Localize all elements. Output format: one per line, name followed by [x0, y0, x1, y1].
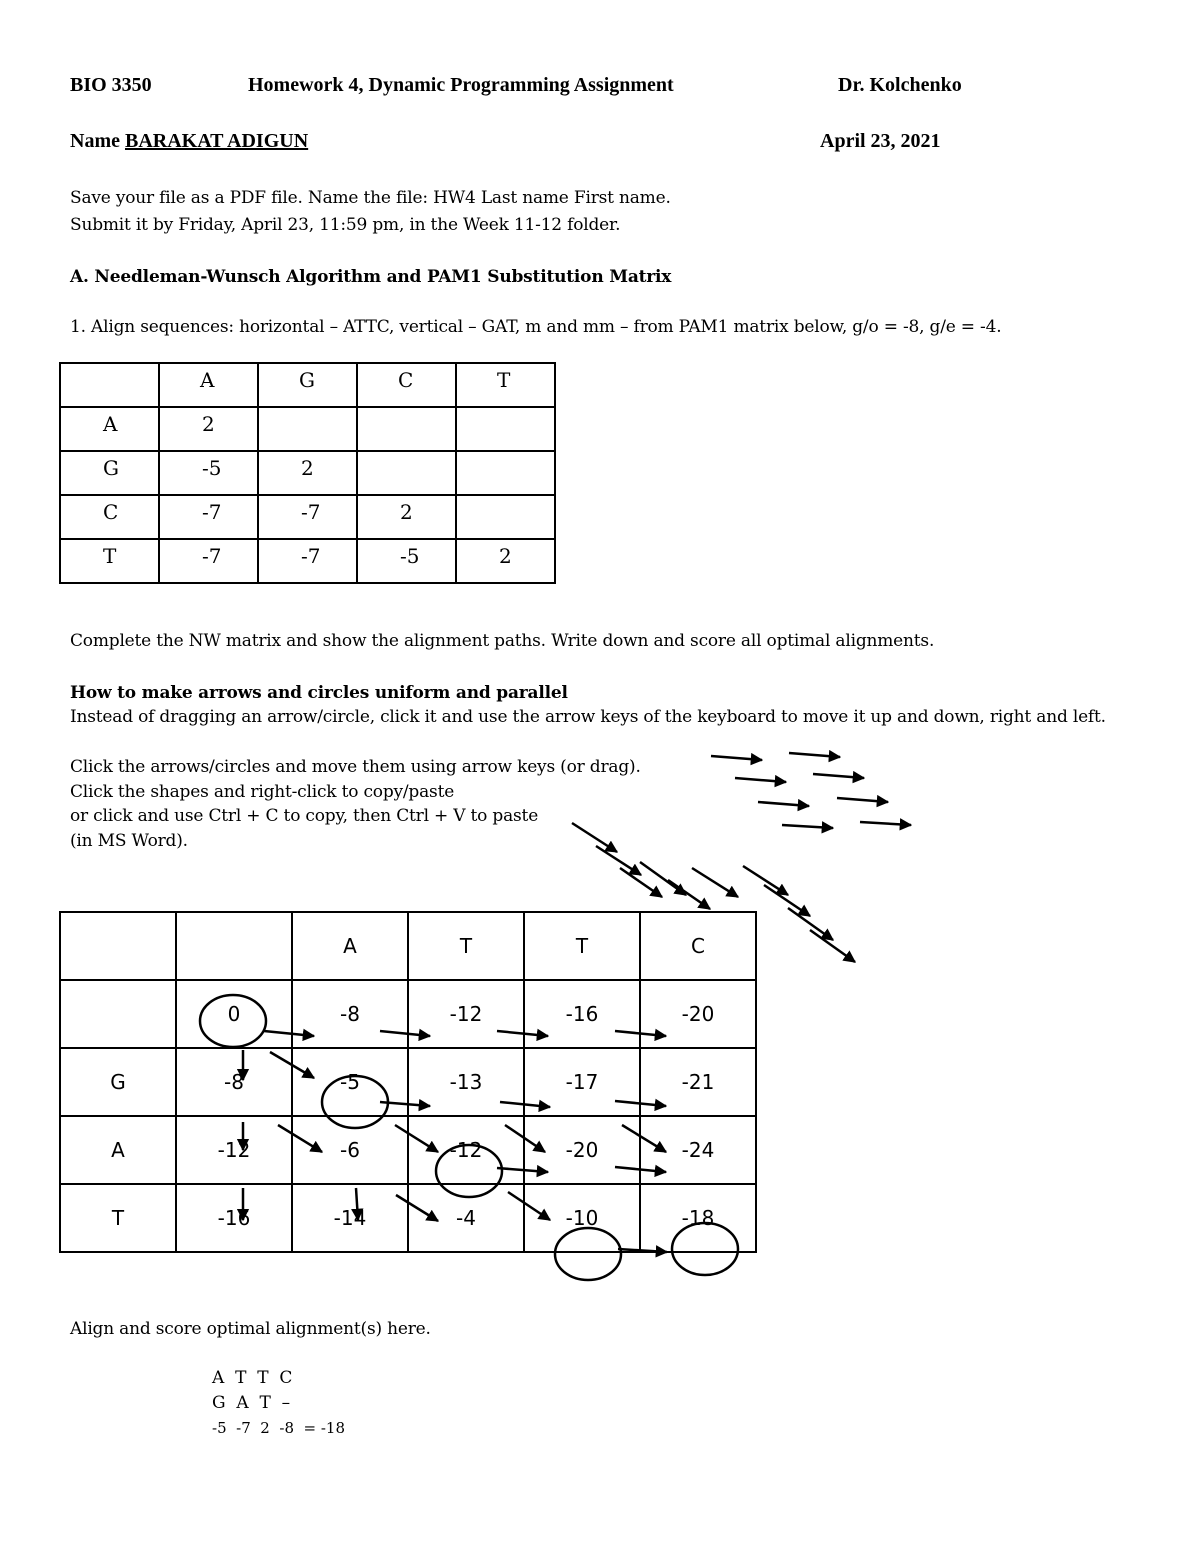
section-a-title: A. Needleman-Wunsch Algorithm and PAM1 Substitution Matrix [70, 267, 672, 287]
question-1: 1. Align sequences: horizontal – ATTC, vertical – GAT, m and mm – from PAM1 matrix below, g/o = -8, g/e = -4. [70, 317, 1002, 337]
nw-col-header: C [640, 912, 756, 980]
nw-cell: -12 [176, 1116, 292, 1184]
nw-cell: -12 [408, 980, 524, 1048]
howto-title: How to make arrows and circles uniform and parallel [70, 683, 568, 703]
howto-line-2: Click the arrows/circles and move them using arrow keys (or drag). [70, 757, 641, 777]
nw-cell: -4 [408, 1184, 524, 1252]
alignment-seq-1: A T T C [212, 1368, 293, 1388]
nw-row [60, 1184, 756, 1252]
howto-line-5: (in MS Word). [70, 831, 188, 851]
nw-matrix [59, 911, 757, 1253]
nw-cell: -16 [524, 980, 640, 1048]
howto-line-3: Click the shapes and right-click to copy/paste [70, 782, 455, 802]
pam-row: G -5 2 [60, 451, 555, 495]
nw-row-header: A [60, 1116, 176, 1184]
nw-cell: -17 [524, 1048, 640, 1116]
pam-row: T -7 -7 -5 2 [60, 539, 555, 583]
pam-col-c: C [357, 363, 456, 407]
nw-header-row [60, 912, 756, 980]
nw-cell: -18 [640, 1184, 756, 1252]
nw-row-header [60, 980, 176, 1048]
nw-cell: -21 [640, 1048, 756, 1116]
nw-cell: -10 [524, 1184, 640, 1252]
alignment-label: Align and score optimal alignment(s) here. [70, 1319, 431, 1339]
instructor-name: Dr. Kolchenko [838, 74, 962, 96]
pam-col-g: G [258, 363, 357, 407]
nw-cell: 0 [176, 980, 292, 1048]
pam-col-t: T [456, 363, 555, 407]
howto-line-1: Instead of dragging an arrow/circle, click it and use the arrow keys of the keyboard to move it up and down, right and left. [70, 707, 1106, 727]
instruction-submit: Submit it by Friday, April 23, 11:59 pm, in the Week 11-12 folder. [70, 215, 621, 235]
assignment-title: Homework 4, Dynamic Programming Assignment [248, 74, 674, 96]
pam-row: A 2 [60, 407, 555, 451]
pam-row: C -7 -7 2 [60, 495, 555, 539]
nw-cell: -12 [408, 1116, 524, 1184]
nw-row [60, 1048, 756, 1116]
complete-instruction: Complete the NW matrix and show the alignment paths. Write down and score all optimal alignments. [70, 631, 935, 651]
nw-row [60, 980, 756, 1048]
submission-date: April 23, 2021 [820, 130, 941, 152]
nw-row [60, 1116, 756, 1184]
alignment-score: -5 -7 2 -8 = -18 [212, 1419, 346, 1437]
alignment-block [212, 1366, 345, 1441]
nw-col-header: A [292, 912, 408, 980]
howto-line-4: or click and use Ctrl + C to copy, then Ctrl + V to paste [70, 806, 539, 826]
nw-cell: -5 [292, 1048, 408, 1116]
nw-cell: -24 [640, 1116, 756, 1184]
nw-row-header: G [60, 1048, 176, 1116]
nw-cell: -20 [524, 1116, 640, 1184]
nw-cell: -16 [176, 1184, 292, 1252]
nw-cell: -6 [292, 1116, 408, 1184]
student-name: BARAKAT ADIGUN [124, 130, 309, 152]
nw-cell: -8 [292, 980, 408, 1048]
name-line [70, 130, 308, 153]
nw-cell: -8 [176, 1048, 292, 1116]
nw-row-header: T [60, 1184, 176, 1252]
pam-col-a: A [159, 363, 258, 407]
course-code: BIO 3350 [70, 74, 152, 96]
alignment-seq-2: G A T – [212, 1393, 291, 1413]
pam-header-row [60, 363, 555, 407]
nw-cell: -20 [640, 980, 756, 1048]
nw-cell: -14 [292, 1184, 408, 1252]
nw-col-header: T [408, 912, 524, 980]
pam1-matrix [59, 362, 556, 584]
name-label: Name [70, 130, 120, 152]
nw-col-header: T [524, 912, 640, 980]
nw-cell: -13 [408, 1048, 524, 1116]
instruction-save: Save your file as a PDF file. Name the file: HW4 Last name First name. [70, 188, 671, 208]
